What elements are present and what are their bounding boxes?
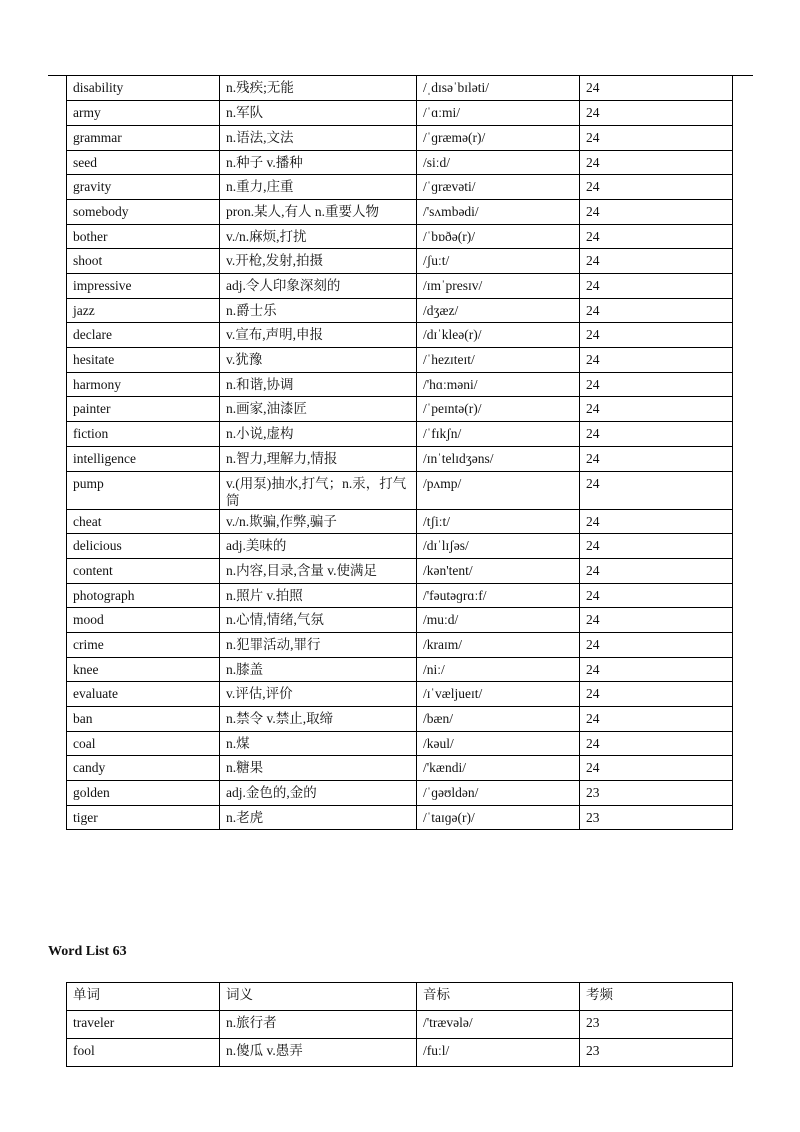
frequency-cell: 24 (580, 534, 733, 559)
frequency-cell: 24 (580, 471, 733, 509)
phonetic-cell: /ɪˈvæljueɪt/ (417, 682, 580, 707)
word-cell: candy (67, 756, 220, 781)
frequency-cell: 24 (580, 224, 733, 249)
table-row (67, 422, 733, 447)
table-row (67, 323, 733, 348)
word-cell: impressive (67, 274, 220, 299)
frequency-cell: 24 (580, 682, 733, 707)
word-cell: knee (67, 657, 220, 682)
word-cell: hesitate (67, 348, 220, 373)
table-row (67, 224, 733, 249)
word-cell: grammar (67, 125, 220, 150)
phonetic-cell: /ˈbɒðə(r)/ (417, 224, 580, 249)
table-row (67, 150, 733, 175)
meaning-cell: n.傻瓜 v.愚弄 (220, 1039, 417, 1067)
table-row (67, 1039, 733, 1067)
header-word: 单词 (67, 983, 220, 1011)
table-row (67, 175, 733, 200)
meaning-cell: n.种子 v.播种 (220, 150, 417, 175)
phonetic-cell: /kraɪm/ (417, 632, 580, 657)
meaning-cell: n.爵士乐 (220, 298, 417, 323)
frequency-cell: 24 (580, 422, 733, 447)
frequency-cell: 24 (580, 298, 733, 323)
word-cell: delicious (67, 534, 220, 559)
frequency-cell: 24 (580, 509, 733, 534)
phonetic-cell: /tʃiːt/ (417, 509, 580, 534)
phonetic-cell: /niː/ (417, 657, 580, 682)
word-cell: jazz (67, 298, 220, 323)
phonetic-cell: /ˈhezɪteɪt/ (417, 348, 580, 373)
vocabulary-table (66, 76, 733, 830)
header-meaning: 词义 (220, 983, 417, 1011)
frequency-cell: 24 (580, 372, 733, 397)
frequency-cell: 24 (580, 446, 733, 471)
word-cell: traveler (67, 1011, 220, 1039)
frequency-cell: 24 (580, 76, 733, 101)
table-row (67, 446, 733, 471)
meaning-cell: n.重力,庄重 (220, 175, 417, 200)
meaning-cell: v.犹豫 (220, 348, 417, 373)
table-row (67, 76, 733, 101)
frequency-cell: 24 (580, 632, 733, 657)
word-cell: tiger (67, 805, 220, 830)
phonetic-cell: /'sʌmbədi/ (417, 199, 580, 224)
table-row (67, 756, 733, 781)
phonetic-cell: /dɪˈkleə(r)/ (417, 323, 580, 348)
word-cell: content (67, 558, 220, 583)
frequency-cell: 24 (580, 175, 733, 200)
frequency-cell: 23 (580, 805, 733, 830)
word-cell: fiction (67, 422, 220, 447)
word-cell: intelligence (67, 446, 220, 471)
frequency-cell: 24 (580, 150, 733, 175)
frequency-cell: 24 (580, 731, 733, 756)
meaning-cell: n.智力,理解力,情报 (220, 446, 417, 471)
table-row (67, 509, 733, 534)
meaning-cell: n.膝盖 (220, 657, 417, 682)
word-cell: crime (67, 632, 220, 657)
word-list-63-body (67, 1011, 733, 1067)
meaning-cell: v./n.欺骗,作弊,骗子 (220, 509, 417, 534)
meaning-cell: n.画家,油漆匠 (220, 397, 417, 422)
table-row (67, 372, 733, 397)
frequency-cell: 24 (580, 249, 733, 274)
table-row (67, 608, 733, 633)
phonetic-cell: /'fəutəɡrɑːf/ (417, 583, 580, 608)
table-header-row (67, 983, 733, 1011)
frequency-cell: 24 (580, 101, 733, 126)
phonetic-cell: /bæn/ (417, 707, 580, 732)
table-row (67, 534, 733, 559)
meaning-cell: adj.令人印象深刻的 (220, 274, 417, 299)
word-cell: seed (67, 150, 220, 175)
meaning-cell: n.语法,文法 (220, 125, 417, 150)
frequency-cell: 24 (580, 323, 733, 348)
meaning-cell: n.和谐,协调 (220, 372, 417, 397)
phonetic-cell: /ˈtaɪɡə(r)/ (417, 805, 580, 830)
frequency-cell: 24 (580, 274, 733, 299)
word-cell: fool (67, 1039, 220, 1067)
vocabulary-table-body (67, 76, 733, 830)
meaning-cell: v./n.麻烦,打扰 (220, 224, 417, 249)
table-row (67, 397, 733, 422)
phonetic-cell: /dɪˈlɪʃəs/ (417, 534, 580, 559)
frequency-cell: 24 (580, 657, 733, 682)
frequency-cell: 24 (580, 199, 733, 224)
phonetic-cell: /ˈɡrævəti/ (417, 175, 580, 200)
phonetic-cell: /ʃuːt/ (417, 249, 580, 274)
meaning-cell: pron.某人,有人 n.重要人物 (220, 199, 417, 224)
word-list-63-table (66, 982, 733, 1067)
meaning-cell: n.照片 v.拍照 (220, 583, 417, 608)
meaning-cell: v.(用泵)抽水,打气；n.汞，打气筒 (220, 471, 417, 509)
meaning-cell: v.宣布,声明,申报 (220, 323, 417, 348)
table-row (67, 249, 733, 274)
table-row (67, 298, 733, 323)
table-row (67, 805, 733, 830)
meaning-cell: n.老虎 (220, 805, 417, 830)
frequency-cell: 24 (580, 583, 733, 608)
meaning-cell: n.残疾;无能 (220, 76, 417, 101)
phonetic-cell: /'kændi/ (417, 756, 580, 781)
table-row (67, 1011, 733, 1039)
table-row (67, 731, 733, 756)
frequency-cell: 24 (580, 707, 733, 732)
meaning-cell: n.禁令 v.禁止,取缔 (220, 707, 417, 732)
phonetic-cell: /ˈɡəʊldən/ (417, 781, 580, 806)
table-row (67, 199, 733, 224)
frequency-cell: 23 (580, 1039, 733, 1067)
table-row (67, 632, 733, 657)
phonetic-cell: /'hɑːməni/ (417, 372, 580, 397)
word-cell: mood (67, 608, 220, 633)
phonetic-cell: /'trævələ/ (417, 1011, 580, 1039)
word-cell: ban (67, 707, 220, 732)
phonetic-cell: /ˌdɪsəˈbɪləti/ (417, 76, 580, 101)
phonetic-cell: /pʌmp/ (417, 471, 580, 509)
meaning-cell: adj.美味的 (220, 534, 417, 559)
phonetic-cell: /kən'tent/ (417, 558, 580, 583)
table-row (67, 471, 733, 509)
phonetic-cell: /fuːl/ (417, 1039, 580, 1067)
meaning-cell: n.旅行者 (220, 1011, 417, 1039)
word-cell: coal (67, 731, 220, 756)
phonetic-cell: /ɪmˈpresɪv/ (417, 274, 580, 299)
frequency-cell: 24 (580, 756, 733, 781)
table-row (67, 274, 733, 299)
phonetic-cell: /ɪnˈtelɪdʒəns/ (417, 446, 580, 471)
phonetic-cell: /ˈɑːmi/ (417, 101, 580, 126)
word-cell: cheat (67, 509, 220, 534)
frequency-cell: 24 (580, 348, 733, 373)
phonetic-cell: /muːd/ (417, 608, 580, 633)
table-row (67, 348, 733, 373)
phonetic-cell: /kəul/ (417, 731, 580, 756)
header-phonetic: 音标 (417, 983, 580, 1011)
frequency-cell: 24 (580, 125, 733, 150)
table-row (67, 707, 733, 732)
word-cell: painter (67, 397, 220, 422)
frequency-cell: 24 (580, 608, 733, 633)
word-cell: shoot (67, 249, 220, 274)
phonetic-cell: /ˈfɪkʃn/ (417, 422, 580, 447)
word-cell: gravity (67, 175, 220, 200)
word-cell: declare (67, 323, 220, 348)
word-cell: somebody (67, 199, 220, 224)
header-frequency: 考频 (580, 983, 733, 1011)
meaning-cell: n.煤 (220, 731, 417, 756)
phonetic-cell: /siːd/ (417, 150, 580, 175)
word-cell: harmony (67, 372, 220, 397)
meaning-cell: n.糖果 (220, 756, 417, 781)
word-cell: disability (67, 76, 220, 101)
phonetic-cell: /ˈɡræmə(r)/ (417, 125, 580, 150)
word-cell: photograph (67, 583, 220, 608)
frequency-cell: 23 (580, 1011, 733, 1039)
meaning-cell: n.犯罪活动,罪行 (220, 632, 417, 657)
table-row (67, 583, 733, 608)
word-cell: bother (67, 224, 220, 249)
table-row (67, 125, 733, 150)
meaning-cell: n.小说,虚构 (220, 422, 417, 447)
table-row (67, 781, 733, 806)
phonetic-cell: /dʒæz/ (417, 298, 580, 323)
table-row (67, 558, 733, 583)
meaning-cell: v.开枪,发射,拍摄 (220, 249, 417, 274)
word-cell: army (67, 101, 220, 126)
meaning-cell: n.心情,情绪,气氛 (220, 608, 417, 633)
frequency-cell: 24 (580, 397, 733, 422)
meaning-cell: n.军队 (220, 101, 417, 126)
phonetic-cell: /ˈpeɪntə(r)/ (417, 397, 580, 422)
word-cell: pump (67, 471, 220, 509)
word-cell: evaluate (67, 682, 220, 707)
table-row (67, 101, 733, 126)
table-row (67, 657, 733, 682)
frequency-cell: 23 (580, 781, 733, 806)
frequency-cell: 24 (580, 558, 733, 583)
meaning-cell: v.评估,评价 (220, 682, 417, 707)
word-cell: golden (67, 781, 220, 806)
meaning-cell: adj.金色的,金的 (220, 781, 417, 806)
word-list-title: Word List 63 (48, 944, 127, 959)
table-row (67, 682, 733, 707)
meaning-cell: n.内容,目录,含量 v.使满足 (220, 558, 417, 583)
